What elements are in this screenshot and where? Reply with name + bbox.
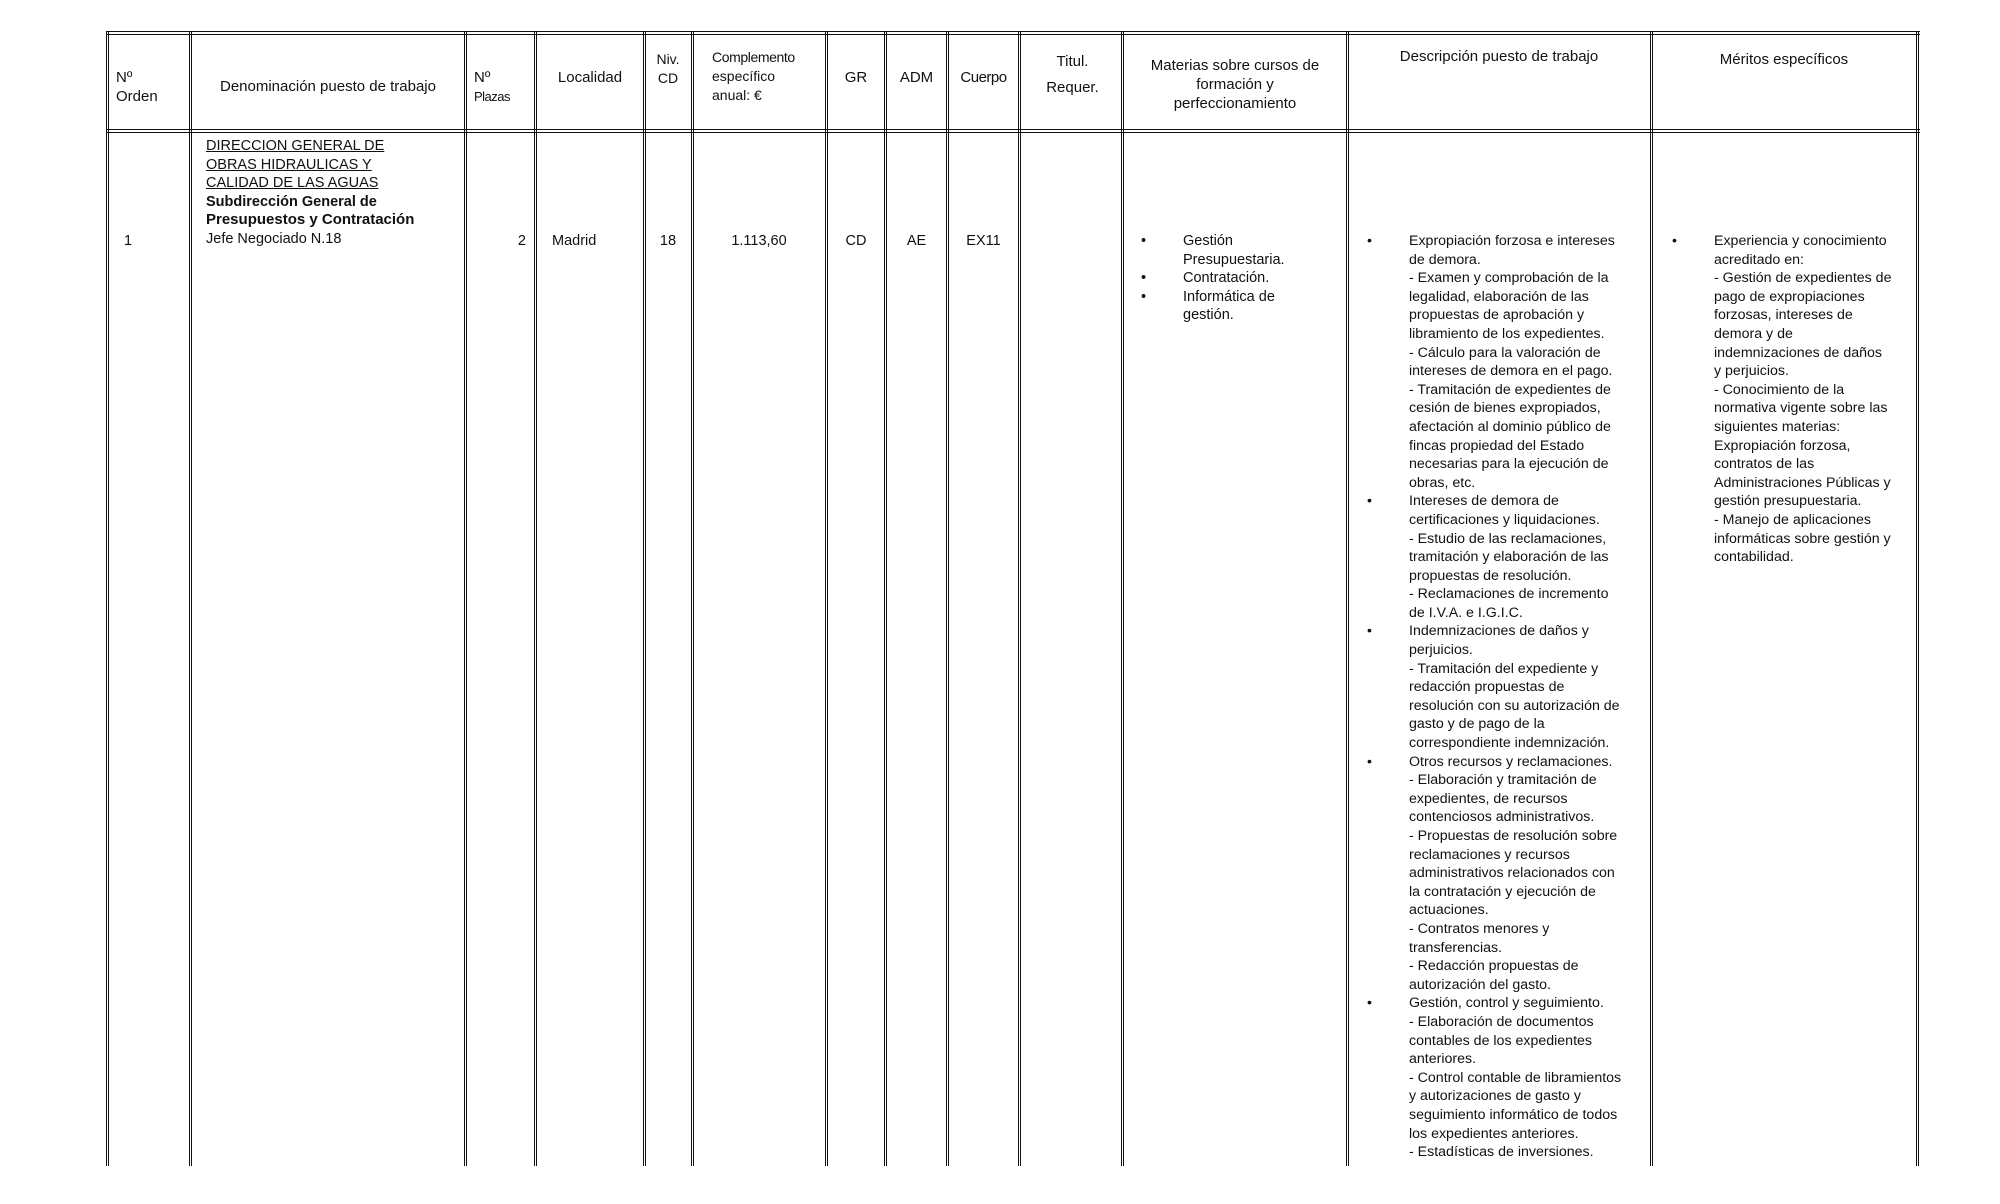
- section-detail-line: - Control contable de libramientos: [1409, 1069, 1622, 1086]
- section-detail-line: gasto y de pago de la: [1409, 716, 1545, 733]
- bullet-icon: •: [1141, 233, 1147, 249]
- bullet-icon: •: [1367, 753, 1372, 770]
- section-detail-line: fincas propiedad del Estado: [1409, 437, 1585, 454]
- col-line: [946, 31, 949, 1166]
- section-title-line: perjuicios.: [1409, 642, 1473, 659]
- header-denominacion: Denominación puesto de trabajo: [220, 78, 436, 95]
- section-detail-line: - Elaboración y tramitación de: [1409, 772, 1597, 789]
- section-detail-line: cesión de bienes expropiados,: [1409, 400, 1601, 417]
- cell-cuerpo: EX11: [966, 233, 1001, 249]
- section-detail-line: - Redacción propuestas de: [1409, 958, 1579, 975]
- section-detail-line: anteriores.: [1409, 1051, 1477, 1068]
- section-title-line: acreditado en:: [1714, 251, 1804, 268]
- section-detail-line: autorización del gasto.: [1409, 976, 1551, 993]
- section-detail-line: contables de los expedientes: [1409, 1032, 1592, 1049]
- col-line: [534, 31, 537, 1166]
- header-titulacion-line: Requer.: [1046, 79, 1099, 96]
- header-cuerpo: Cuerpo: [960, 69, 1007, 86]
- header-nivel-cd: [646, 50, 690, 88]
- bullet-icon: •: [1367, 623, 1372, 640]
- section-detail-line: libramiento de los expedientes.: [1409, 325, 1605, 342]
- section-detail-line: tramitación y elaboración de las: [1409, 549, 1609, 566]
- subunit-name-line: Subdirección General de: [206, 193, 377, 210]
- header-complemento: [712, 48, 824, 105]
- header-materias-line: perfeccionamiento: [1173, 95, 1297, 112]
- materia-item: [1141, 269, 1341, 288]
- section-detail-line: - Tramitación de expedientes de: [1409, 381, 1611, 398]
- cell-materias: [1141, 232, 1341, 325]
- section-title-line: Otros recursos y reclamaciones.: [1409, 753, 1613, 770]
- section-detail-line: contratos de las: [1714, 456, 1815, 473]
- cell-adm: AE: [906, 233, 927, 249]
- table-top-border: [106, 31, 1920, 35]
- section-title-line: Intereses de demora de: [1409, 493, 1559, 510]
- section-detail-line: contabilidad.: [1714, 549, 1794, 566]
- section-detail-line: siguientes materias:: [1714, 418, 1841, 435]
- cell-plazas: 2: [517, 233, 526, 249]
- section-detail-line: administrativos relacionados con: [1409, 865, 1615, 882]
- cell-nivel-cd: 18: [659, 233, 677, 249]
- header-descripcion: Descripción puesto de trabajo: [1399, 48, 1599, 65]
- col-line: [1121, 31, 1124, 1166]
- section-detail-line: - Tramitación del expediente y: [1409, 660, 1599, 677]
- col-line: [884, 31, 887, 1166]
- section-detail-line: pago de expropiaciones: [1714, 288, 1865, 305]
- section-detail-line: propuestas de aprobación y: [1409, 307, 1585, 324]
- col-line: [1650, 31, 1653, 1166]
- section-detail-line: expedientes, de recursos: [1409, 790, 1568, 807]
- section-detail-line: transferencias.: [1409, 939, 1503, 956]
- materia-item: [1141, 232, 1341, 269]
- materia-line: Gestión: [1183, 233, 1233, 249]
- section-detail-line: redacción propuestas de: [1409, 679, 1565, 696]
- section-detail-line: gestión presupuestaria.: [1714, 493, 1862, 510]
- section-detail-line: - Gestión de expedientes de: [1714, 270, 1892, 287]
- bullet-section: [1367, 622, 1649, 752]
- unit-name-line: DIRECCION GENERAL DE: [206, 138, 385, 154]
- header-orden-line: Nº: [116, 69, 133, 86]
- section-detail-line: - Elaboración de documentos: [1409, 1013, 1594, 1030]
- section-detail-line: - Reclamaciones de incremento: [1409, 586, 1609, 603]
- cell-descripcion: [1367, 232, 1649, 1162]
- section-detail-line: - Cálculo para la valoración de: [1409, 344, 1601, 361]
- bullet-icon: •: [1367, 233, 1372, 249]
- header-adm: ADM: [899, 69, 934, 86]
- cell-orden: 1: [124, 233, 133, 249]
- col-line: [106, 31, 109, 1166]
- section-detail-line: informáticas sobre gestión y: [1714, 530, 1891, 547]
- section-detail-line: legalidad, elaboración de las: [1409, 288, 1589, 305]
- subunit-name-line: Presupuestos y Contratación: [206, 211, 415, 229]
- section-detail-line: y perjuicios.: [1714, 363, 1789, 380]
- section-detail-line: indemnizaciones de daños: [1714, 344, 1882, 361]
- bullet-icon: •: [1141, 270, 1147, 287]
- section-title-line: de demora.: [1409, 251, 1481, 268]
- header-gr: GR: [844, 69, 868, 86]
- header-complemento-line: específico: [712, 68, 776, 84]
- section-detail-line: resolución con su autorización de: [1409, 697, 1620, 714]
- header-materias: [1124, 56, 1346, 113]
- col-line: [825, 31, 828, 1166]
- col-line: [464, 31, 467, 1166]
- section-detail-line: forzosas, intereses de: [1714, 307, 1853, 324]
- section-detail-line: actuaciones.: [1409, 902, 1489, 919]
- header-plazas-line: Plazas: [474, 89, 511, 104]
- section-title-line: Gestión, control y seguimiento.: [1409, 995, 1604, 1012]
- materia-item: [1141, 288, 1341, 325]
- cell-complemento: 1.113,60: [731, 233, 787, 249]
- bullet-icon: •: [1367, 995, 1372, 1012]
- bullet-icon: •: [1367, 493, 1372, 510]
- section-detail-line: los expedientes anteriores.: [1409, 1125, 1579, 1142]
- section-detail-line: correspondiente indemnización.: [1409, 735, 1610, 752]
- bullet-section: [1367, 492, 1649, 622]
- header-nivel-cd-line: Niv.: [656, 51, 680, 67]
- section-title-line: Experiencia y conocimiento: [1714, 233, 1887, 249]
- section-title-line: Expropiación forzosa e intereses: [1409, 233, 1615, 249]
- bullet-icon: •: [1141, 288, 1147, 305]
- col-line: [643, 31, 646, 1166]
- header-orden-line: Orden: [116, 88, 158, 105]
- unit-name-line: CALIDAD DE LAS AGUAS: [206, 175, 379, 192]
- section-title-line: Indemnizaciones de daños y: [1409, 623, 1589, 640]
- materia-line: gestión.: [1183, 307, 1234, 324]
- section-detail-line: - Conocimiento de la: [1714, 381, 1845, 398]
- header-bottom-border: [106, 129, 1920, 133]
- section-detail-line: normativa vigente sobre las: [1714, 400, 1888, 417]
- materia-line: Informática de: [1183, 288, 1275, 305]
- section-detail-line: - Propuestas de resolución sobre: [1409, 828, 1618, 844]
- materia-line: Contratación.: [1183, 270, 1270, 287]
- header-plazas-line: Nº: [474, 69, 491, 86]
- header-titulacion-line: Titul.: [1056, 53, 1089, 70]
- section-detail-line: intereses de demora en el pago.: [1409, 363, 1613, 380]
- section-detail-line: de I.V.A. e I.G.I.C.: [1409, 604, 1523, 621]
- bullet-icon: •: [1672, 233, 1677, 249]
- job-title: Jefe Negociado N.18: [206, 230, 342, 247]
- unit-name-line: OBRAS HIDRAULICAS Y: [206, 156, 372, 173]
- section-detail-line: obras, etc.: [1409, 474, 1476, 491]
- header-orden: [116, 68, 186, 106]
- section-detail-line: afectación al dominio público de: [1409, 418, 1611, 435]
- section-detail-line: - Estudio de las reclamaciones,: [1409, 530, 1607, 547]
- section-detail-line: - Contratos menores y: [1409, 920, 1550, 937]
- header-complemento-line: Complemento: [712, 49, 795, 65]
- col-line: [1346, 31, 1349, 1166]
- section-detail-line: demora y de: [1714, 325, 1793, 342]
- header-plazas: [474, 68, 532, 106]
- section-detail-line: y autorizaciones de gasto y: [1409, 1088, 1581, 1105]
- section-detail-line: - Estadísticas de inversiones.: [1409, 1144, 1594, 1161]
- cell-denominacion: [206, 137, 464, 249]
- header-meritos: Méritos específicos: [1719, 51, 1849, 68]
- header-localidad: Localidad: [557, 69, 623, 86]
- col-line: [691, 31, 694, 1166]
- cell-meritos: [1672, 232, 1916, 567]
- bullet-section: [1367, 753, 1649, 995]
- col-line: [1916, 31, 1919, 1166]
- section-detail-line: necesarias para la ejecución de: [1409, 456, 1609, 473]
- section-detail-line: reclamaciones y recursos: [1409, 846, 1570, 863]
- section-detail-line: la contratación y ejecución de: [1409, 883, 1596, 900]
- section-detail-line: propuestas de resolución.: [1409, 567, 1572, 584]
- section-detail-line: Expropiación forzosa,: [1714, 437, 1851, 454]
- section-title-line: certificaciones y liquidaciones.: [1409, 511, 1600, 528]
- cell-gr: CD: [845, 233, 867, 249]
- section-detail-line: - Manejo de aplicaciones: [1714, 511, 1871, 528]
- bullet-section: [1367, 994, 1649, 1161]
- cell-localidad: Madrid: [552, 233, 597, 249]
- bullet-section: [1367, 232, 1649, 492]
- section-detail-line: seguimiento informático de todos: [1409, 1106, 1618, 1123]
- materia-line: Presupuestaria.: [1183, 251, 1285, 268]
- header-titulacion: [1024, 49, 1121, 101]
- header-nivel-cd-line: CD: [657, 70, 679, 86]
- header-materias-line: Materias sobre cursos de: [1150, 57, 1320, 74]
- section-detail-line: contenciosos administrativos.: [1409, 809, 1595, 826]
- header-materias-line: formación y: [1196, 76, 1274, 93]
- section-detail-line: Administraciones Públicas y: [1714, 474, 1891, 491]
- section-detail-line: - Examen y comprobación de la: [1409, 270, 1609, 287]
- col-line: [1018, 31, 1021, 1166]
- header-complemento-line: anual: €: [712, 87, 762, 103]
- col-line: [189, 31, 192, 1166]
- bullet-section: [1672, 232, 1916, 567]
